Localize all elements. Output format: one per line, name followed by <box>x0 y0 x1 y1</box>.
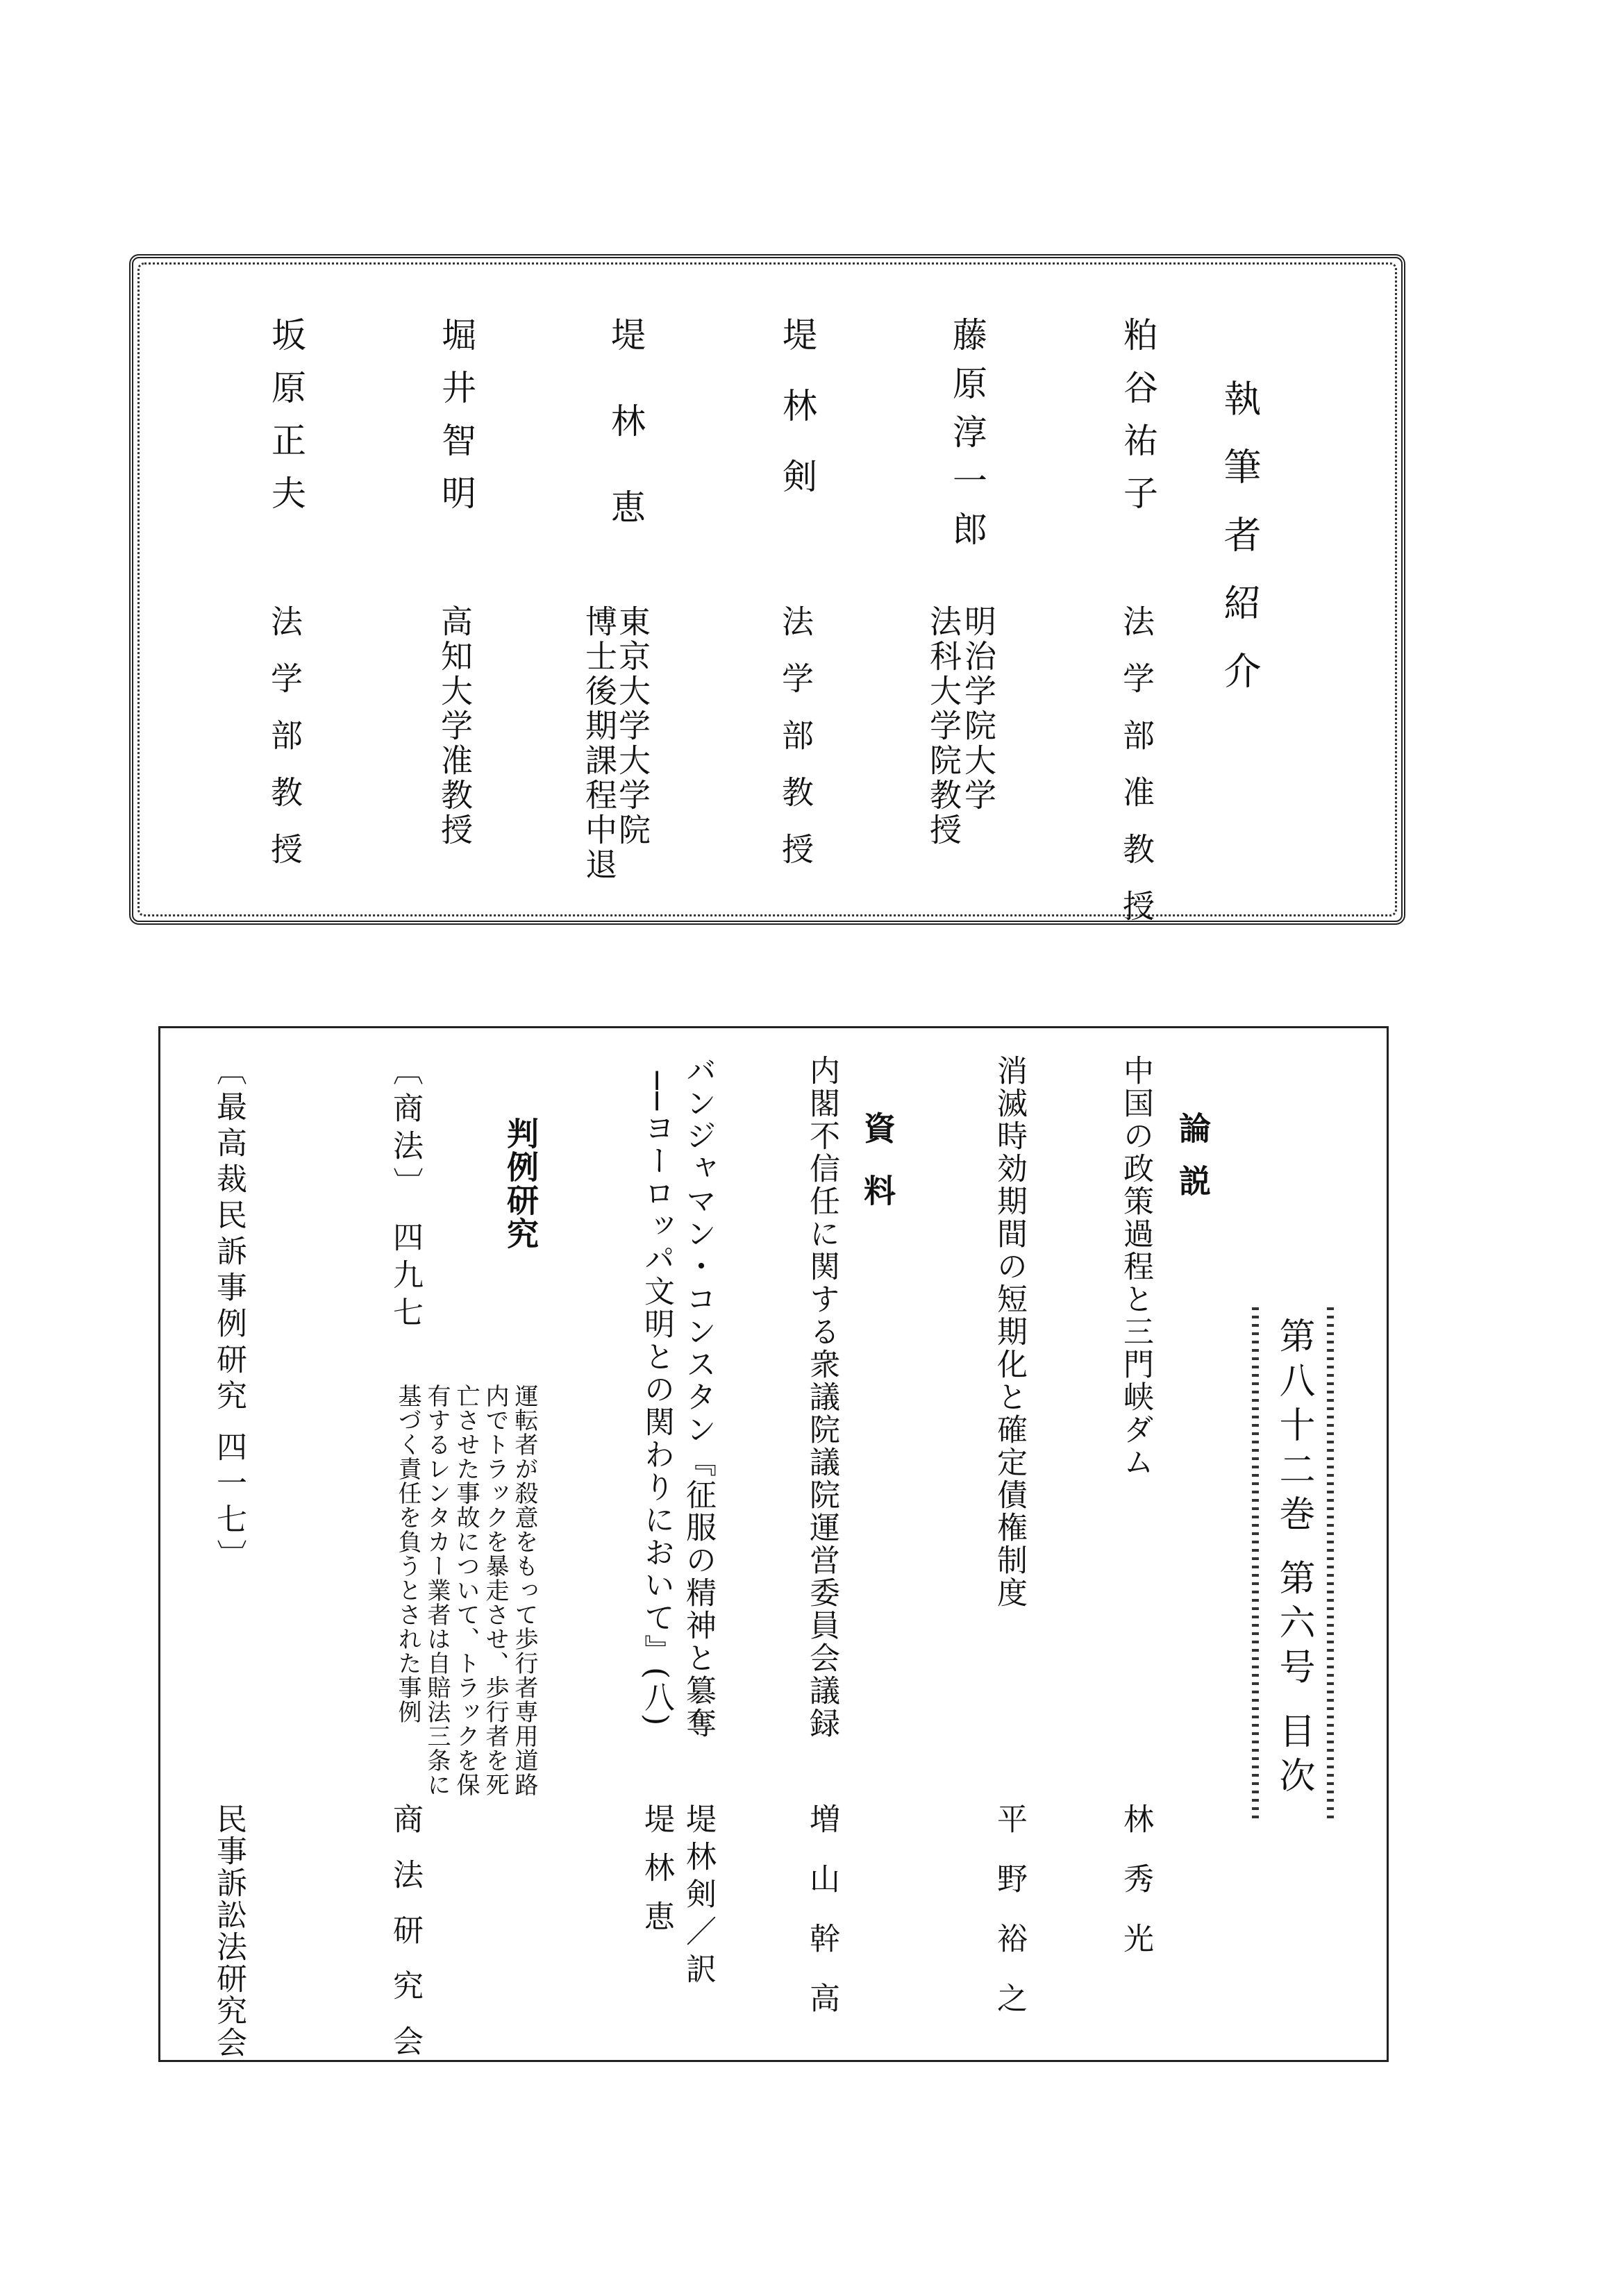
contributor-affiliation-line: 東京大学大学院 <box>614 605 651 848</box>
contributor-affiliation: 法学部准教授 <box>1118 605 1155 946</box>
decorative-border <box>129 254 1405 925</box>
article-author: 堤林恵 <box>639 1803 674 1949</box>
contributors-heading: 執筆者紹介 <box>1218 379 1262 719</box>
case-author: 民事訴訟法研究会 <box>211 1803 246 2059</box>
contributor-affiliation: 高知大学准教授 <box>436 605 474 848</box>
case-summary-line: 運転者が殺意をもって歩行者専用道路 <box>510 1384 538 1797</box>
case-summary-line: 内でトラックを暴走させ、歩行者を死 <box>481 1384 509 1797</box>
contributor-affiliation: 法学部教授 <box>266 605 303 889</box>
contributor-name: 藤原淳一郎 <box>947 317 987 560</box>
contributor-name: 堤林恵 <box>605 317 646 575</box>
case-summary-line: 有するレンタカー業者は自賠法三条に <box>423 1384 451 1797</box>
volume-title-frame <box>1252 1307 1334 1821</box>
article-title: 中国の政策過程と三門峡ダム <box>1118 1055 1153 1479</box>
contributor-name: 粕谷祐子 <box>1118 317 1158 528</box>
contributor-affiliation-line: 明治学院大学 <box>960 605 997 813</box>
contributor-name: 坂原正夫 <box>266 317 306 528</box>
contributor-affiliation-line: 法科大学院教授 <box>925 605 962 848</box>
contributor-affiliation-line: 博士後期課程中退 <box>580 605 618 882</box>
contributor-name: 堤林剣 <box>777 317 817 529</box>
contributor-affiliation: 法学部教授 <box>777 605 814 889</box>
case-summary-line: 亡させた事故について、トラックを保 <box>452 1384 480 1797</box>
article-author: 堤林剣／訳 <box>680 1803 716 1991</box>
article-author: 林秀光 <box>1118 1803 1153 1982</box>
article-title: バンジャマン・コンスタン『征服の精神と簒奪 <box>680 1055 716 1740</box>
case-summary-line: 基づく責任を負うとされた事例 <box>394 1384 421 1724</box>
article-subtitle: ──ヨーロッパ文明との関わりにおいて』(八) <box>639 1071 674 1728</box>
case-label: 〔商法〕 四九七 <box>387 1055 423 1334</box>
article-author: 平野裕之 <box>992 1803 1027 2042</box>
article-author: 増山幹高 <box>804 1803 839 2042</box>
case-label: 〔最高裁民訴事例研究 四一七〕 <box>211 1055 246 1575</box>
contributors-box <box>129 254 1405 946</box>
section-heading-ronsetsu: 論説 <box>1174 1112 1212 1217</box>
contributor-name: 堀井智明 <box>436 317 476 528</box>
article-title: 消滅時効期間の短期化と確定債権制度 <box>992 1055 1027 1609</box>
case-author: 商法研究会 <box>387 1803 423 2081</box>
section-heading-shiryo: 資料 <box>859 1112 896 1237</box>
table-of-contents <box>158 1026 1389 2081</box>
article-title: 内閣不信任に関する衆議院議院運営委員会議録 <box>804 1055 839 1740</box>
volume-title: 第八十二巻 第六号 目次 <box>1273 1317 1314 1802</box>
section-heading-hanrei: 判例研究 <box>502 1117 540 1250</box>
